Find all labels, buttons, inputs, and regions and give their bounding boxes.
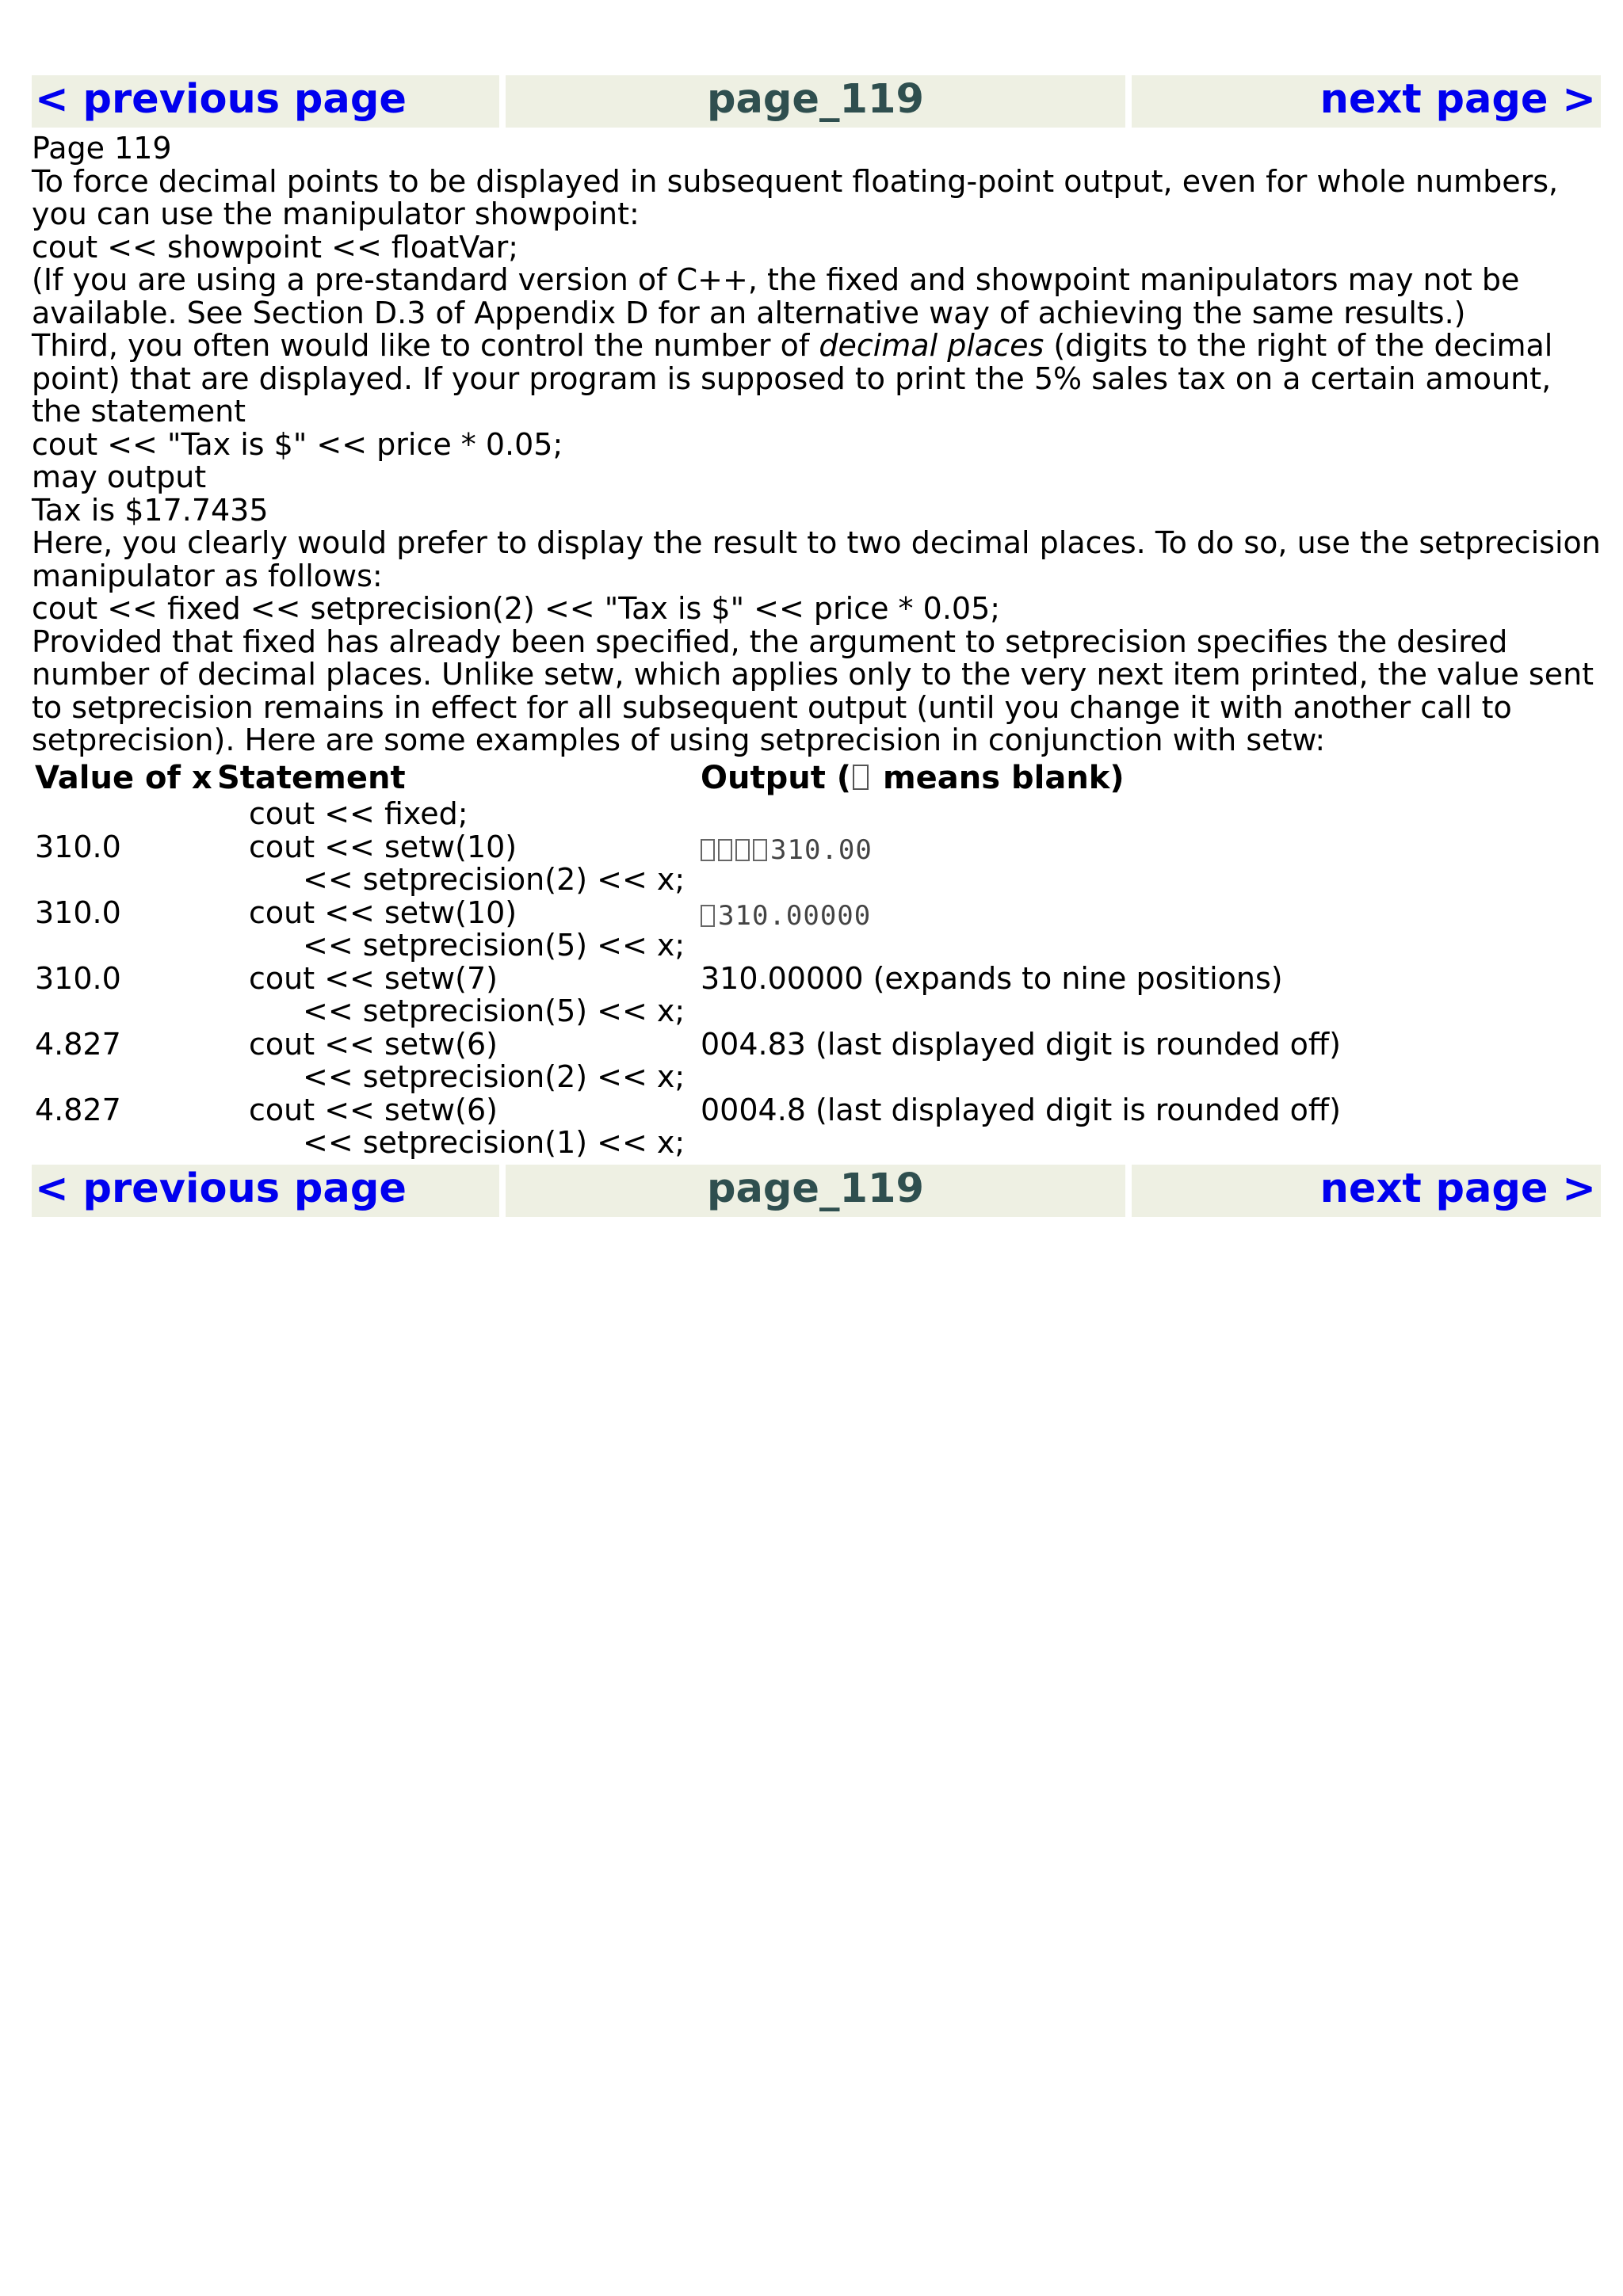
paragraph-setprecision: Here, you clearly would prefer to display the result to two decimal places. To do so, use the setprecision manipulator as follows:	[32, 525, 1601, 593]
code-tax: cout << "Tax is $" << price * 0.05;	[32, 426, 563, 462]
blank-icon	[753, 839, 767, 861]
table-header-row	[32, 762, 1572, 799]
table-row	[32, 897, 1572, 963]
paragraph-prestandard: (If you are using a pre-standard version of C++, the fixed and showpoint manipulators may not be available. See Section D.3 of Appendix D for an alternative way of achieving the same results.)	[32, 262, 1520, 330]
table-cell-statement	[217, 1094, 701, 1160]
page-content	[32, 128, 1601, 1160]
page-indicator: page_119	[506, 1165, 1125, 1217]
table-row	[32, 1094, 1572, 1160]
statement-line: cout << setw(7)	[249, 960, 498, 996]
output-image	[701, 831, 873, 868]
table-cell-output: 004.83 (last displayed digit is rounded off)	[701, 1026, 1341, 1062]
statement-line: << setprecision(5) << x;	[303, 994, 685, 1028]
top-navigation	[32, 75, 1601, 128]
statement-line: cout << setw(10)	[249, 894, 517, 930]
table-cell-value	[32, 798, 217, 831]
next-page-link[interactable]: next page >	[1132, 1165, 1601, 1217]
statement-line: cout << setw(6)	[249, 1092, 498, 1127]
table-cell-output	[701, 831, 1572, 897]
blank-symbol-icon	[853, 765, 869, 790]
statement-line: cout << setw(6)	[249, 1026, 498, 1062]
header-output	[701, 759, 1572, 799]
blank-icon	[735, 839, 750, 861]
header-statement: Statement	[217, 759, 406, 796]
header-output-text: Output (	[701, 759, 852, 796]
table-cell-statement	[217, 1028, 701, 1094]
previous-page-link[interactable]: < previous page	[32, 1165, 499, 1217]
statement-line: << setprecision(5) << x;	[303, 928, 685, 963]
statement-fixed: cout << fixed;	[249, 796, 468, 831]
table-cell-value: 310.0	[35, 829, 121, 864]
paragraph-text: (digits to the right of the decimal point) that are displayed. If your program is supposed to print the 5% sales tax on a certain amount, the statement	[32, 328, 1553, 429]
blank-icon	[718, 839, 732, 861]
paragraph-decimal-places	[32, 330, 1601, 429]
bottom-navigation	[32, 1165, 1601, 1217]
code-showpoint: cout << showpoint << floatVar;	[32, 229, 519, 265]
code-setprecision: cout << fixed << setprecision(2) << "Tax is $" << price * 0.05;	[32, 591, 1001, 626]
table-row	[32, 831, 1572, 897]
statement-line: << setprecision(2) << x;	[303, 1059, 685, 1094]
page-indicator: page_119	[506, 75, 1125, 128]
table-cell-statement	[217, 894, 701, 963]
table-cell-statement	[217, 960, 701, 1028]
statement-line: cout << setw(10)	[249, 829, 517, 864]
statement-line: << setprecision(2) << x;	[303, 862, 685, 897]
table-cell-value: 4.827	[35, 1026, 121, 1062]
blank-icon	[701, 905, 715, 927]
examples-table	[32, 759, 1572, 1160]
blank-icon	[701, 839, 715, 861]
paragraph-text: Third, you often would like to control the number of	[32, 328, 819, 363]
emphasis-decimal-places: decimal places	[819, 328, 1044, 363]
table-cell-value: 310.0	[35, 960, 121, 996]
table-row	[32, 798, 1572, 831]
page	[32, 75, 1601, 1217]
sample-output: Tax is $17.7435	[32, 492, 269, 528]
page-label: Page 119	[32, 131, 172, 166]
table-cell-output	[701, 897, 1572, 963]
paragraph-showpoint: To force decimal points to be displayed in subsequent floating-point output, even for whole numbers, you can use the manipulator showpoint:	[32, 163, 1559, 231]
paragraph-setprecision-effect: Provided that fixed has already been specified, the argument to setprecision specifies the desired number of decimal places. Unlike setw, which applies only to the very next item printed, the value sent to setprecision remains in effect for all subsequent output (until you change it with another call to setprecision). Here are some examples of using setprecision in conjunction with setw:	[32, 624, 1594, 757]
table-cell-value: 310.0	[35, 894, 121, 930]
table-cell-value: 4.827	[35, 1092, 121, 1127]
table-cell-statement	[217, 831, 701, 897]
table-cell-statement	[217, 798, 701, 831]
paragraph-may-output: may output	[32, 460, 207, 494]
header-value: Value of x	[35, 759, 212, 796]
previous-page-link[interactable]: < previous page	[32, 75, 499, 128]
output-text: 310.00000	[718, 899, 872, 932]
table-cell-output	[701, 798, 1572, 831]
next-page-link[interactable]: next page >	[1132, 75, 1601, 128]
statement-line: << setprecision(1) << x;	[303, 1125, 685, 1160]
output-image	[701, 897, 871, 933]
output-text: 310.00	[770, 833, 873, 866]
table-row	[32, 963, 1572, 1028]
table-row	[32, 1028, 1572, 1094]
table-cell-output: 310.00000 (expands to nine positions)	[701, 960, 1283, 996]
table-cell-output: 0004.8 (last displayed digit is rounded off)	[701, 1092, 1341, 1127]
header-output-text: means blank)	[872, 759, 1125, 796]
